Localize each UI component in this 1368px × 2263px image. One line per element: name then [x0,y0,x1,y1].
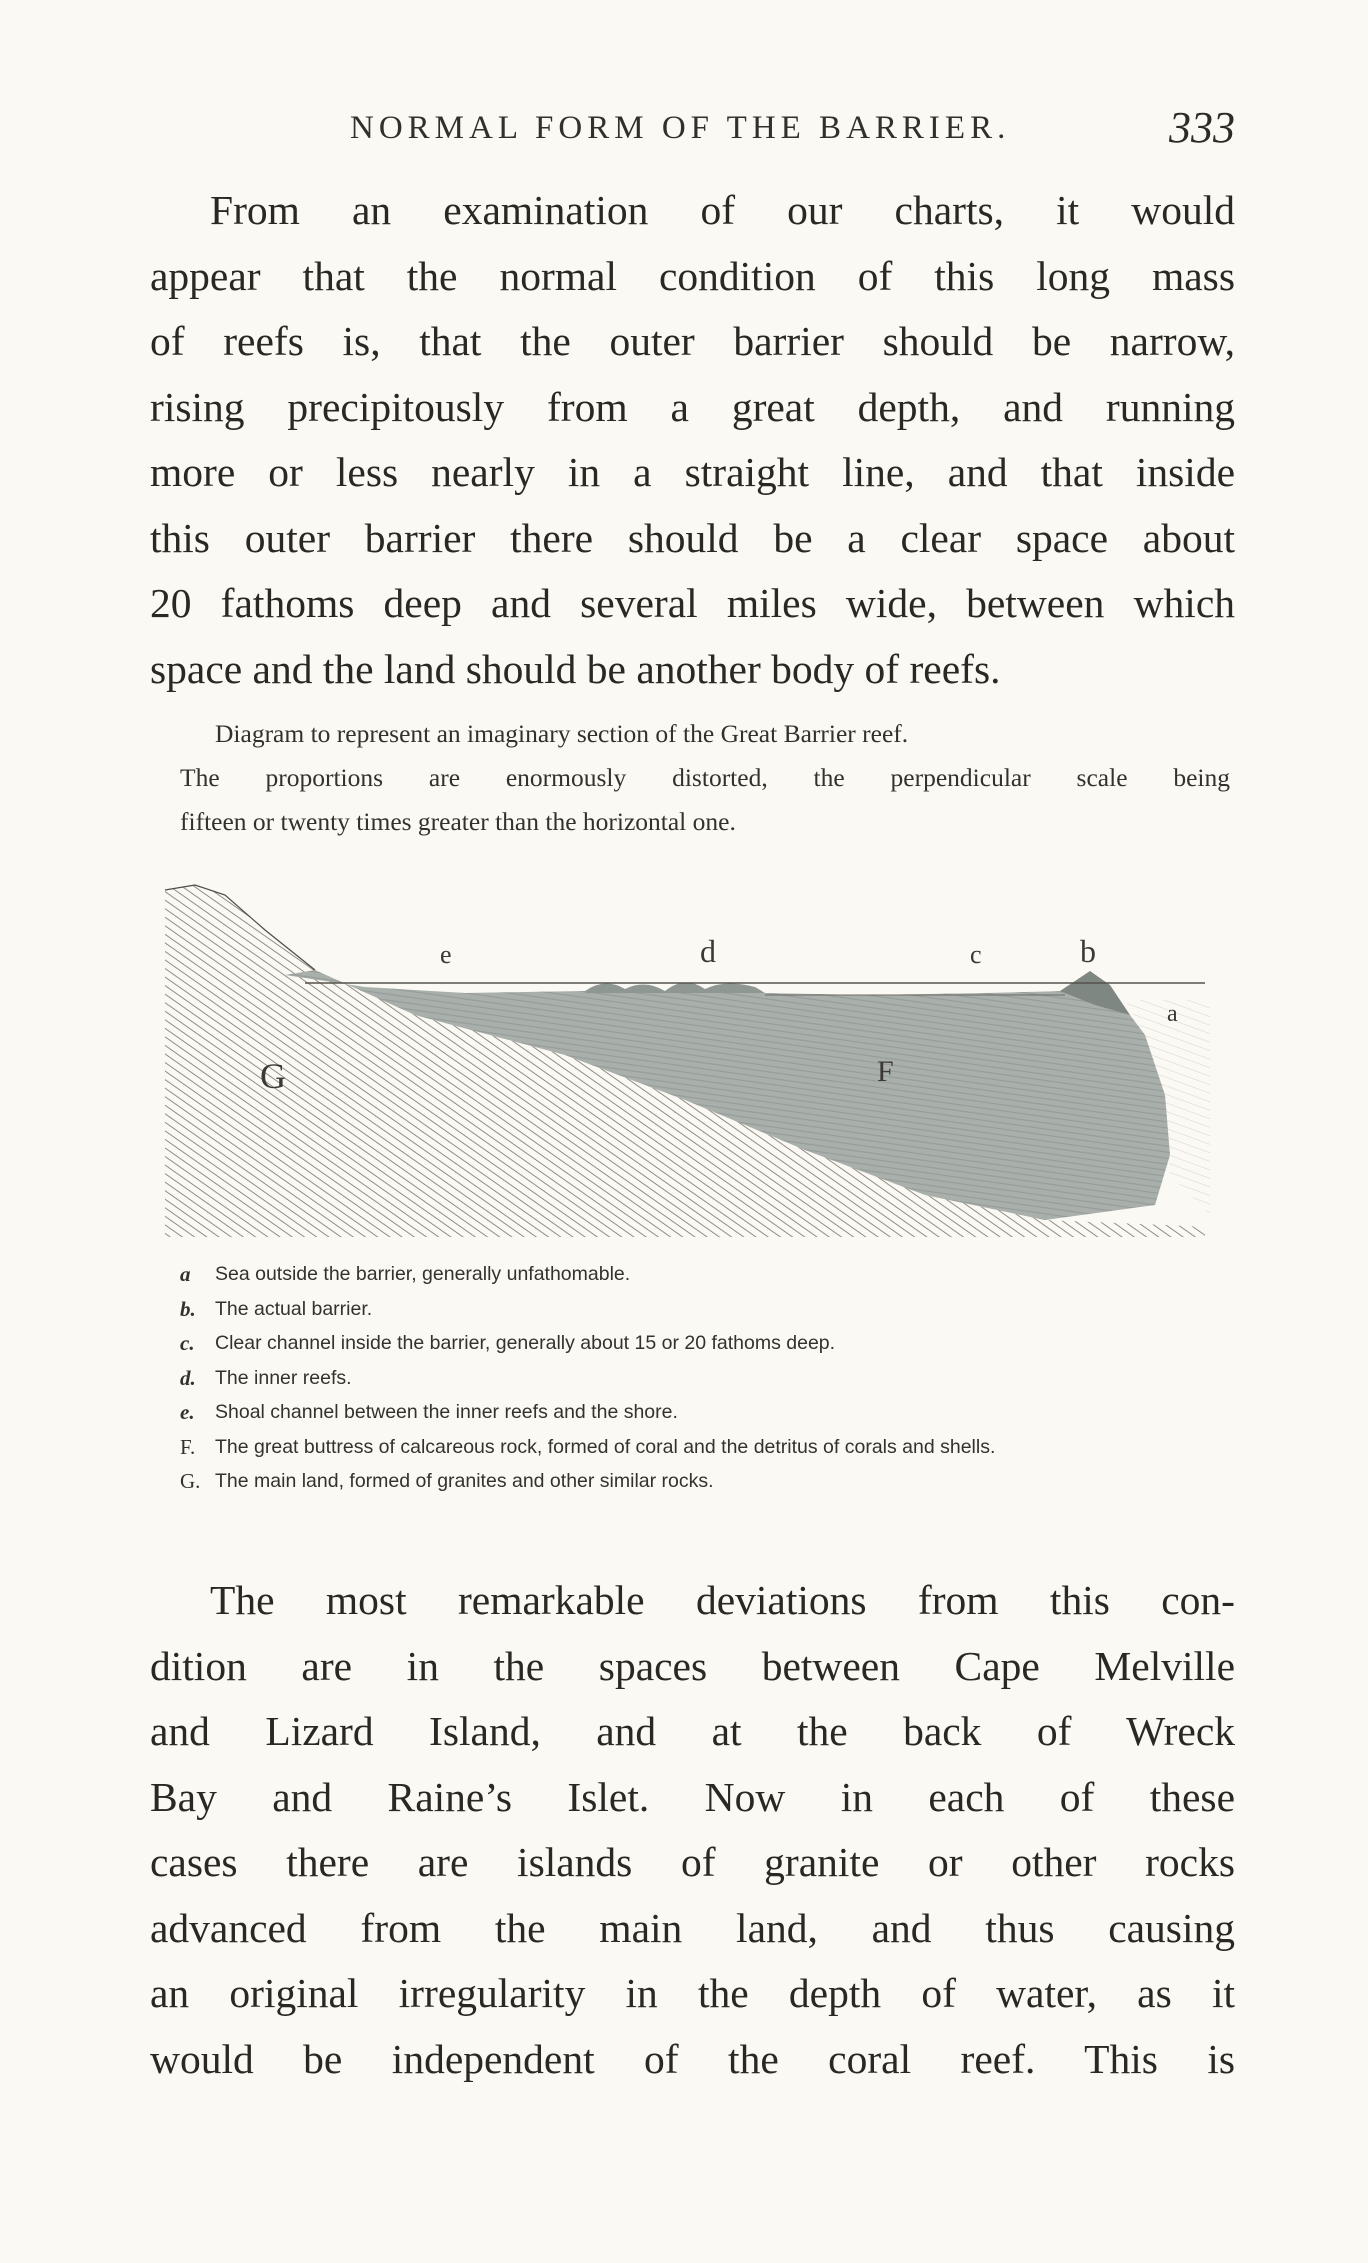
text-line: cases there are islands of granite or other rocks [150,1839,1235,1885]
text-line: more or less nearly in a straight line, and that inside [150,449,1235,495]
label-G: G [260,1056,286,1096]
legend-key: e. [180,1400,195,1424]
label-F: F [877,1055,894,1088]
label-d: d [700,933,716,969]
text-line: advanced from the main land, and thus causing [150,1904,1235,1951]
running-head [150,100,1235,156]
legend-item [180,1361,1235,1396]
label-a: a [1167,1001,1178,1027]
legend-key: d. [180,1365,196,1390]
legend-item [180,1257,1235,1292]
text-line: would be independent of the coral reef. This is [150,2035,1235,2082]
legend-item [180,1326,1235,1361]
inner-reefs [585,982,765,993]
legend-text: The inner reefs. [215,1366,352,1389]
text-line: appear that the normal condition of this long mass [150,252,1235,299]
paragraph-1 [150,178,1235,702]
legend-key: G. [180,1469,201,1493]
label-e: e [440,940,452,969]
reef-section-diagram [165,875,1225,1240]
legend-text: Clear channel inside the barrier, generally about 15 or 20 fathoms deep. [215,1332,836,1354]
text-line: an original irregularity in the depth of water, as it [150,1970,1235,2016]
legend-key: a [180,1262,191,1286]
legend-item [180,1292,1235,1327]
legend-text: Shoal channel between the inner reefs and the shore. [215,1401,678,1423]
paragraph-2 [150,1568,1235,2092]
legend-item [180,1464,1235,1499]
legend-key: F. [180,1434,196,1459]
text-line: Bay and Raine’s Islet. Now in each of these [150,1773,1235,1820]
text-line: 20 fathoms deep and several miles wide, between which [150,580,1235,626]
text-line: rising precipitously from a great depth, and running [150,383,1235,430]
figure-caption [180,712,1230,844]
diagram-legend [180,1257,1235,1499]
caption-line: fifteen or twenty times greater than the horizontal one. [180,807,736,836]
legend-key: b. [180,1296,196,1321]
legend-text: The actual barrier. [215,1297,373,1320]
text-line: this outer barrier there should be a clear space about [150,514,1235,561]
legend-text: The main land, formed of granites and other similar rocks. [215,1470,714,1492]
page-number: 333 [1169,103,1235,152]
legend-item [180,1395,1235,1430]
running-title: NORMAL FORM OF THE BARRIER. [350,110,1011,146]
text-line: and Lizard Island, and at the back of Wreck [150,1708,1235,1754]
legend-text: The great buttress of calcareous rock, formed of coral and the detritus of corals and shells. [215,1435,996,1458]
label-b: b [1080,933,1096,969]
text-line: The most remarkable deviations from this con- [210,1577,1235,1623]
caption-line: Diagram to represent an imaginary section of the Great Barrier reef. [215,719,909,748]
reef-section-illustration [165,875,1225,1240]
text-line: of reefs is, that the outer barrier should be narrow, [150,318,1235,364]
label-c: c [970,940,982,969]
legend-item [180,1430,1235,1465]
caption-line: The proportions are enormously distorted, the perpendicular scale being [180,763,1230,792]
text-line: dition are in the spaces between Cape Melville [150,1642,1235,1689]
legend-text: Sea outside the barrier, generally unfathomable. [215,1263,631,1285]
text-line: space and the land should be another body of reefs. [150,645,1001,692]
legend-key: c. [180,1331,195,1355]
text-line: From an examination of our charts, it would [210,187,1235,233]
